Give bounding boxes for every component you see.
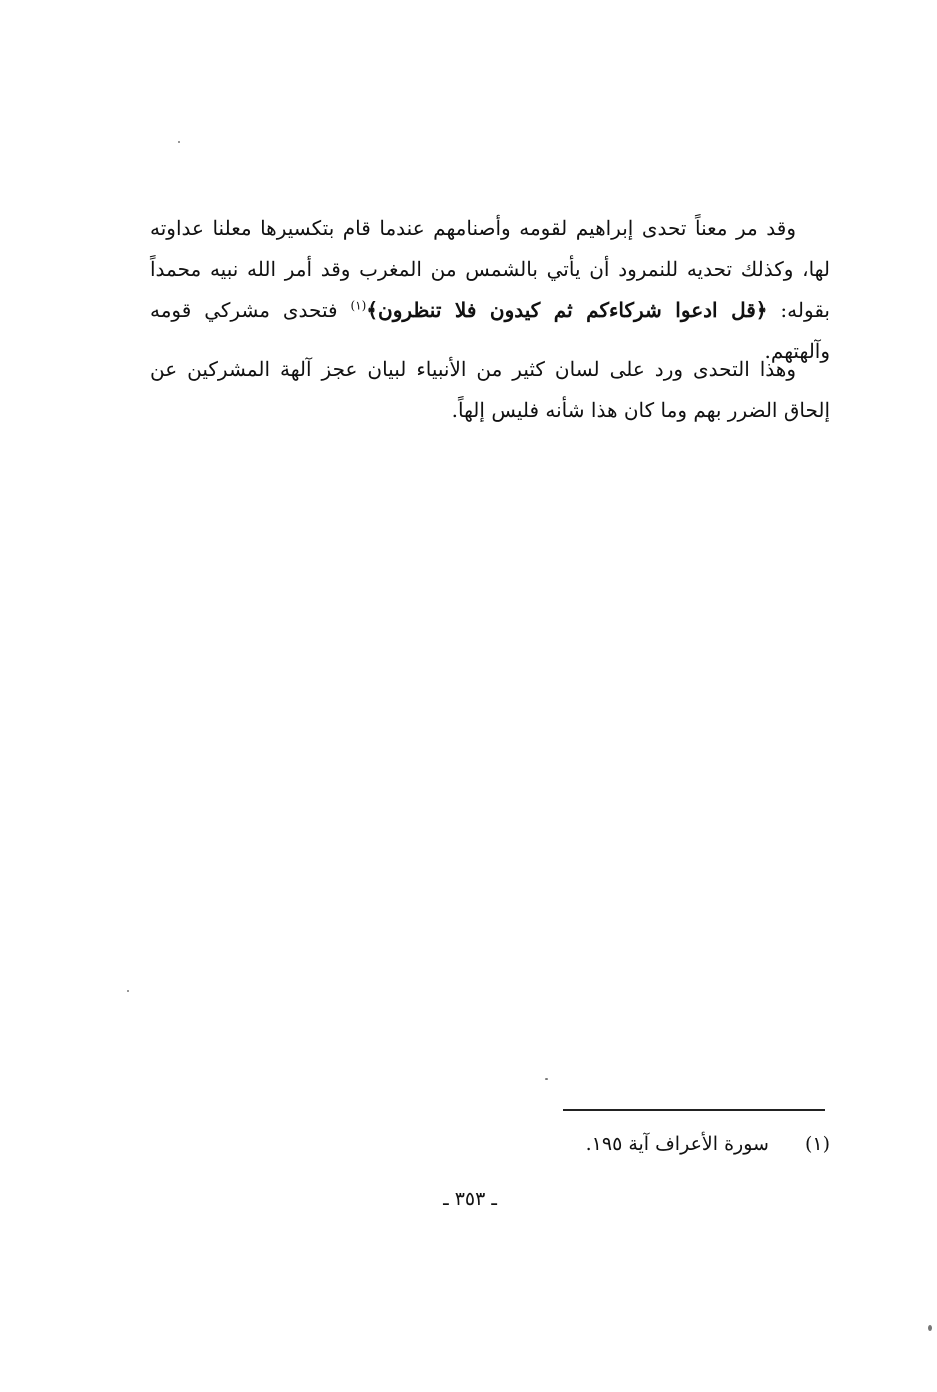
- footnote-reference[interactable]: (١): [350, 298, 367, 313]
- scan-speck: [928, 1325, 932, 1331]
- scan-speck: [545, 1078, 548, 1080]
- scan-speck: [178, 141, 180, 143]
- footnote-separator: [563, 1109, 825, 1111]
- paragraph-1-text-before-quote: وقد مر معناً تحدى إبراهيم لقومه وأصنامهم عندما قام بتكسيرها معلنا عداوته لها، وكذلك تحديه للنمرود أن يأتي بالشمس من المغرب وقد أمر الله نبيه محمداً بقوله:: [150, 216, 830, 322]
- paragraph-2-text: وهذا التحدى ورد على لسان كثير من الأنبياء لبيان عجز آلهة المشركين عن إلحاق الضرر بهم وما كان هذا شأنه فليس إلهاً.: [150, 357, 830, 422]
- paragraph-1: [150, 208, 830, 372]
- page-number: ـ ٣٥٣ ـ: [443, 1188, 497, 1210]
- footnote-1: [480, 1126, 830, 1162]
- quran-quote: ﴿قل ادعوا شركاءكم ثم كيدون فلا تنظرون﴾: [366, 298, 768, 322]
- paragraph-2: [150, 349, 830, 431]
- footnote-number: (١): [804, 1133, 830, 1155]
- paragraph-1-text-after-quote: فتحدى مشركي قومه وآلهتهم.: [150, 298, 830, 363]
- scan-speck: [127, 990, 129, 992]
- footnote-text: سورة الأعراف آية ١٩٥.: [585, 1133, 769, 1155]
